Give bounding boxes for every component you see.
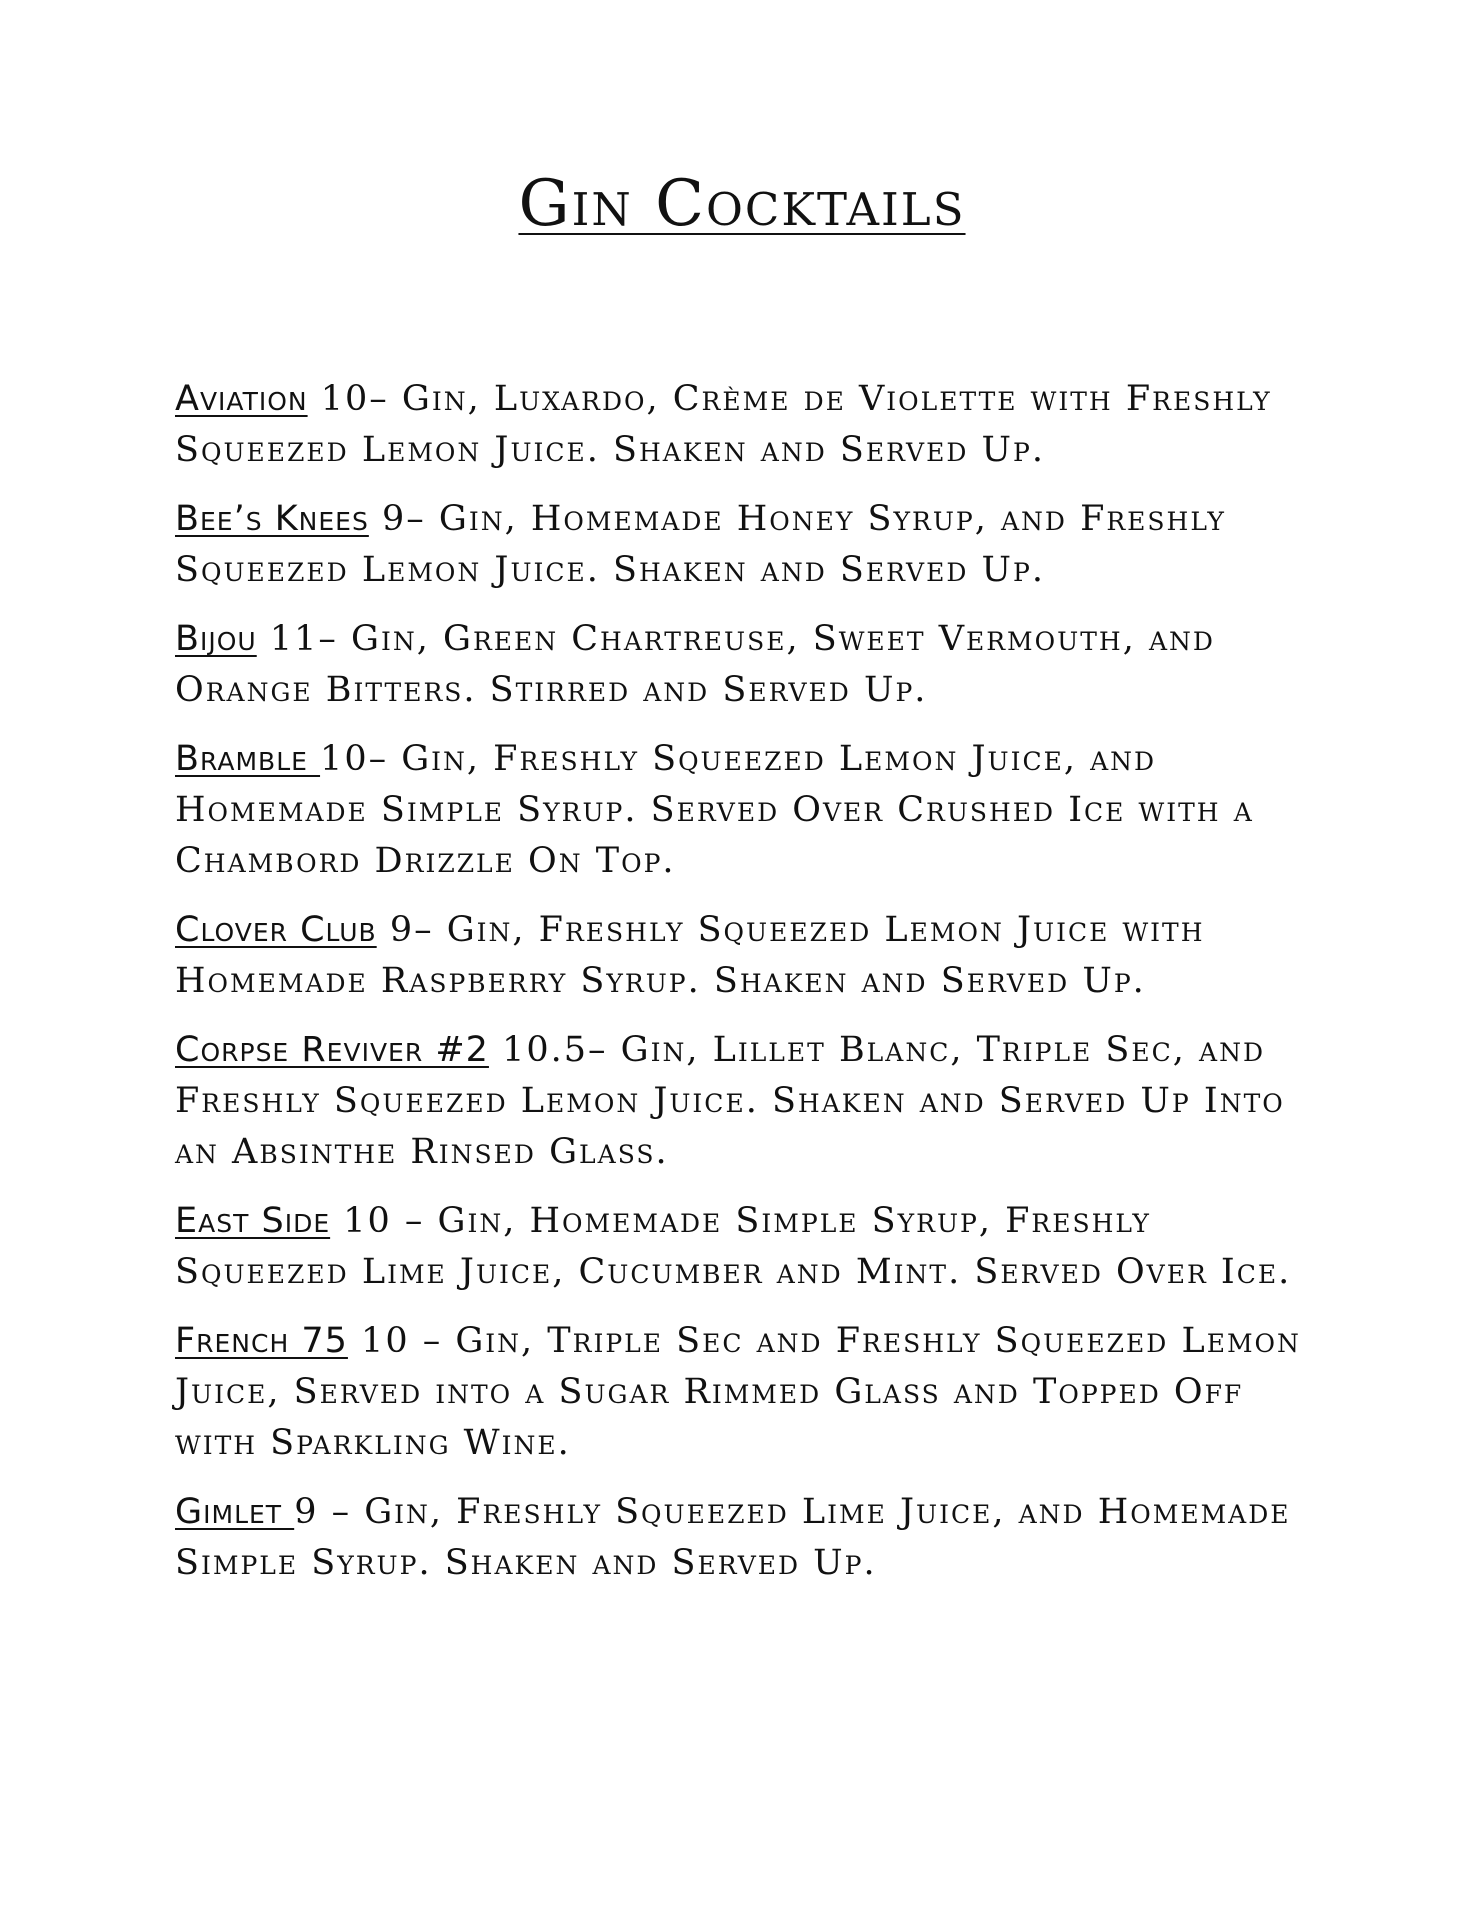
cocktail-description: 9 – Gin, Freshly Squeezed Lime Juice, and Homemade Simple Syrup. Shaken and Served Up. xyxy=(175,1492,1291,1583)
cocktail-name: Bramble xyxy=(175,739,321,779)
cocktail-description: 11– Gin, Green Chartreuse, Sweet Vermouth, and Orange Bitters. Stirred and Served Up. xyxy=(175,619,1215,710)
cocktail-name: French 75 xyxy=(175,1321,348,1361)
cocktail-description: 9– Gin, Homemade Honey Syrup, and Freshly Squeezed Lemon Juice. Shaken and Served Up. xyxy=(175,499,1226,590)
cocktail-name: East Side xyxy=(175,1201,331,1241)
cocktail-description: 10 – Gin, Homemade Simple Syrup, Freshly Squeezed Lime Juice, Cucumber and Mint. Served Over Ice. xyxy=(175,1201,1292,1292)
cocktail-item-bijou xyxy=(175,614,1325,716)
cocktail-item-clover-club xyxy=(175,905,1325,1007)
cocktail-item-bees-knees xyxy=(175,494,1325,596)
cocktail-item-aviation xyxy=(175,374,1325,476)
cocktail-name: Bee’s Knees xyxy=(175,499,369,539)
cocktail-description: 9– Gin, Freshly Squeezed Lemon Juice with Homemade Raspberry Syrup. Shaken and Served Up. xyxy=(175,910,1205,1001)
cocktail-name: Clover Club xyxy=(175,910,377,950)
cocktail-name: Aviation xyxy=(175,379,308,419)
cocktail-item-french-75 xyxy=(175,1316,1325,1469)
cocktail-description: 10– Gin, Freshly Squeezed Lemon Juice, and Homemade Simple Syrup. Served Over Crushed Ice with a Chambord Drizzle On Top. xyxy=(175,739,1254,881)
cocktail-description: 10– Gin, Luxardo, Crème de Violette with Freshly Squeezed Lemon Juice. Shaken and Served Up. xyxy=(175,379,1272,470)
cocktail-item-corpse-reviver xyxy=(175,1025,1325,1178)
cocktail-item-gimlet xyxy=(175,1487,1325,1589)
cocktail-name: Bijou xyxy=(175,619,257,659)
cocktail-description: 10 – Gin, Triple Sec and Freshly Squeezed Lemon Juice, Served into a Sugar Rimmed Glass and Topped Off with Sparkling Wine. xyxy=(175,1321,1301,1463)
cocktail-name: Gimlet xyxy=(175,1492,295,1532)
page-title: Gin Cocktails xyxy=(518,167,966,241)
cocktail-name: Corpse Reviver #2 xyxy=(175,1030,489,1070)
cocktail-description: 10.5– Gin, Lillet Blanc, Triple Sec, and Freshly Squeezed Lemon Juice. Shaken and Served Up Into an Absinthe Rinsed Glass. xyxy=(175,1030,1285,1172)
cocktail-list xyxy=(175,374,1325,1607)
cocktail-item-bramble xyxy=(175,734,1325,887)
cocktail-item-east-side xyxy=(175,1196,1325,1298)
